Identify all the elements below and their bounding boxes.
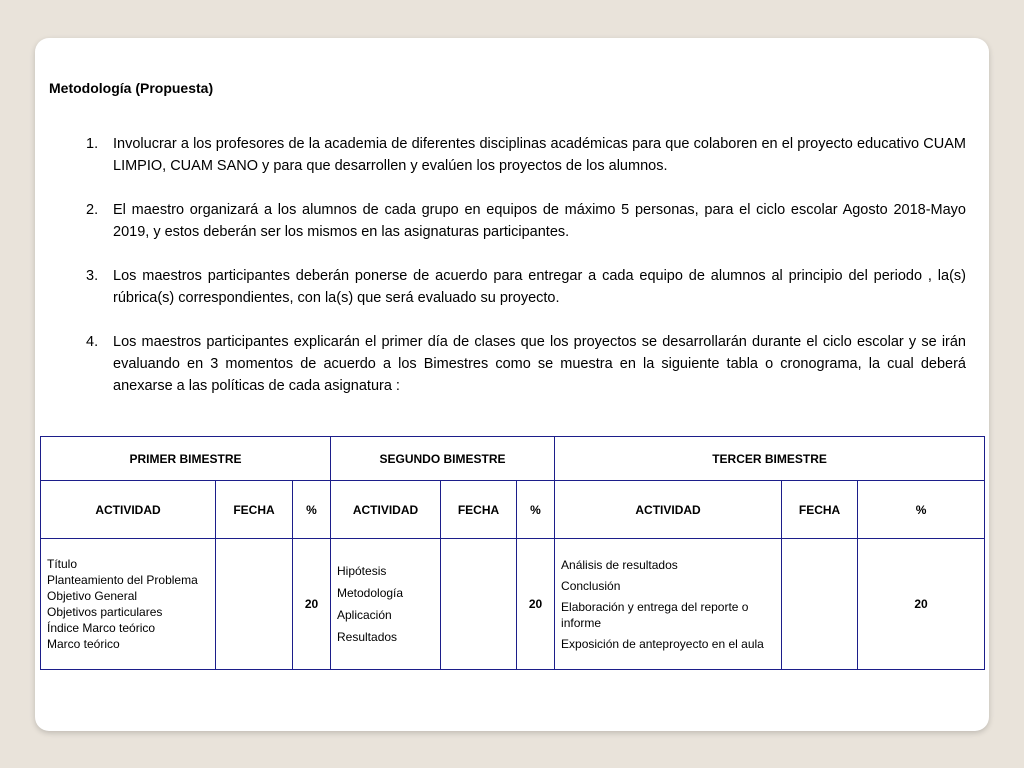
section-heading: Metodología (Propuesta) — [49, 80, 214, 96]
activity-item: Marco teórico — [47, 637, 120, 651]
list-item — [86, 265, 966, 309]
actividades-b3 — [555, 539, 782, 670]
activity-item: Exposición de anteproyecto en el aula — [561, 636, 764, 651]
col-fecha: FECHA — [216, 481, 293, 539]
activity-item: Metodología — [337, 586, 404, 600]
activity-item: Hipótesis — [337, 564, 387, 578]
schedule-table — [40, 436, 985, 670]
item-number: 3. — [86, 268, 99, 284]
col-pct: % — [858, 481, 985, 539]
item-number: 2. — [86, 202, 99, 218]
table-header-row — [41, 437, 985, 481]
list-item — [86, 199, 966, 243]
activity-item: Planteamiento del Problema — [47, 573, 198, 587]
col-fecha: FECHA — [782, 481, 858, 539]
actividades-b1 — [41, 539, 216, 670]
col-actividad: ACTIVIDAD — [41, 481, 216, 539]
activity-item: Objetivos particulares — [47, 605, 163, 619]
fecha-b1 — [216, 539, 293, 670]
col-pct: % — [517, 481, 555, 539]
activity-item: Objetivo General — [47, 589, 138, 603]
header-primer-bimestre: PRIMER BIMESTRE — [41, 437, 331, 481]
pct-b1: 20 — [293, 539, 331, 670]
item-text: El maestro organizará a los alumnos de cada grupo en equipos de máximo 5 personas, para el ciclo escolar Agosto 2018-Mayo 2019, y estos deberán ser los mismos en las asignaturas participantes. — [113, 202, 966, 240]
fecha-b2 — [441, 539, 517, 670]
col-actividad: ACTIVIDAD — [331, 481, 441, 539]
item-text: Los maestros participantes deberán ponerse de acuerdo para entregar a cada equipo de alumnos al principio del periodo , la(s) rúbrica(s) correspondientes, con la(s) que será evaluado su proyecto. — [113, 268, 966, 306]
col-actividad: ACTIVIDAD — [555, 481, 782, 539]
actividades-b2 — [331, 539, 441, 670]
list-item — [86, 331, 966, 397]
fecha-b3 — [782, 539, 858, 670]
col-pct: % — [293, 481, 331, 539]
activity-item: Conclusión — [561, 578, 621, 593]
activity-item: Título — [47, 557, 78, 571]
table-subheader-row — [41, 481, 985, 539]
item-number: 4. — [86, 334, 99, 350]
activity-item: Análisis de resultados — [561, 557, 678, 572]
activity-item: Resultados — [337, 630, 398, 644]
col-fecha: FECHA — [441, 481, 517, 539]
header-segundo-bimestre: SEGUNDO BIMESTRE — [331, 437, 555, 481]
activity-item: Índice Marco teórico — [47, 621, 156, 635]
methodology-list — [86, 133, 966, 397]
pct-b2: 20 — [517, 539, 555, 670]
activity-item: Aplicación — [337, 608, 392, 622]
header-tercer-bimestre: TERCER BIMESTRE — [555, 437, 985, 481]
item-text: Involucrar a los profesores de la academia de diferentes disciplinas académicas para que colaboren en el proyecto educativo CUAM LIMPIO, CUAM SANO y para que desarrollen y evalúen los proyectos de los alumnos. — [113, 136, 966, 174]
activity-item: Elaboración y entrega del reporte o informe — [561, 599, 749, 630]
table-row — [41, 539, 985, 670]
item-number: 1. — [86, 136, 99, 152]
pct-b3: 20 — [858, 539, 985, 670]
item-text: Los maestros participantes explicarán el primer día de clases que los proyectos se desarrollarán durante el ciclo escolar y se irán evaluando en 3 momentos de acuerdo a los Bimestres como se muestra en la siguiente tabla o cronograma, la cual deberá anexarse a las políticas de cada asignatura : — [113, 334, 966, 394]
list-item — [86, 133, 966, 177]
